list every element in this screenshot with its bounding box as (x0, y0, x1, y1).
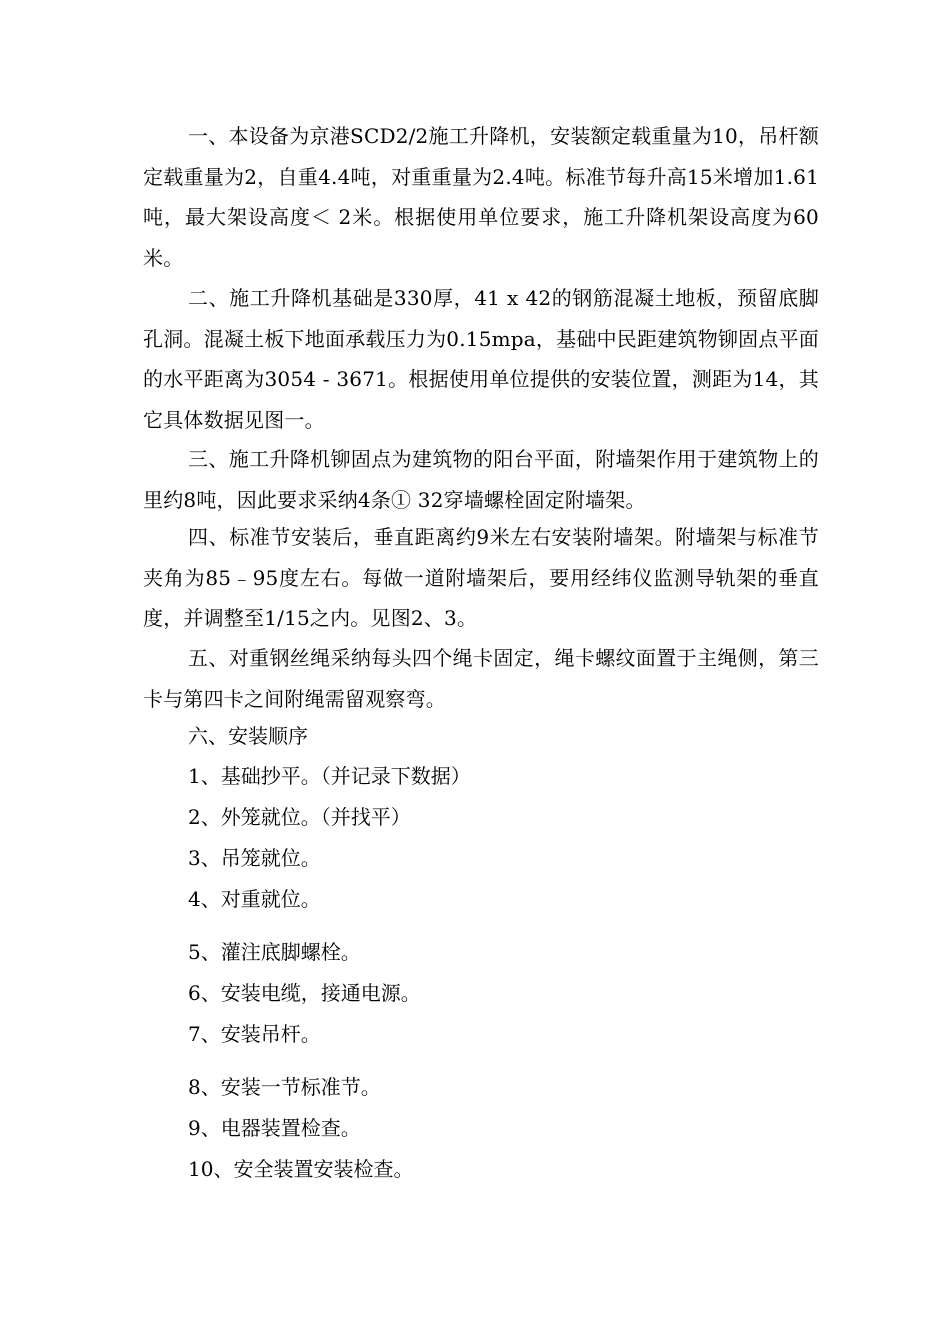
paragraph-1: 一、本设备为京港SCD2/2施工升降机，安装额定载重量为10，吊杆额定载重量为2，自重4.4吨，对重重量为2.4吨。标准节每升高15米增加1.61吨，最大架设高度＜ 2米。根据使用单位要求，施工升降机架设高度为60米。 (143, 124, 819, 270)
list-item-step-4: 4、对重就位。 (188, 887, 321, 911)
list-item-step-5: 5、灌注底脚螺栓。 (188, 940, 361, 964)
paragraph-3: 三、施工升降机铆固点为建筑物的阳台平面，附墙架作用于建筑物上的里约8吨，因此要求采纳4条① 32穿墙螺栓固定附墙架。 (143, 447, 819, 512)
list-item-step-9: 9、电器装置检查。 (188, 1116, 361, 1140)
list-item-step-8: 8、安装一节标准节。 (188, 1075, 381, 1099)
list-item-step-7: 7、安装吊杆。 (188, 1022, 321, 1046)
paragraph-5: 五、对重钢丝绳采纳每头四个绳卡固定，绳卡螺纹面置于主绳侧，第三卡与第四卡之间附绳需留观察弯。 (143, 646, 819, 711)
list-item-step-1: 1、基础抄平。（并记录下数据） (188, 764, 471, 788)
list-item-step-2: 2、外笼就位。（并找平） (188, 805, 411, 829)
list-item-step-6: 6、安装电缆，接通电源。 (188, 981, 421, 1005)
paragraph-2: 二、施工升降机基础是330厚，41 x 42的钢筋混凝土地板，预留底脚孔洞。混凝土板下地面承载压力为0.15mpa，基础中民距建筑物铆固点平面的水平距离为3054 - 3671。根据使用单位提供的安装位置，测距为14，其它具体数据见图一。 (143, 286, 819, 432)
list-item-step-10: 10、安全装置安装检查。 (188, 1157, 414, 1181)
paragraph-4: 四、标准节安装后，垂直距离约9米左右安装附墙架。附墙架与标准节夹角为85﹣95度左右。每做一道附墙架后，要用经纬仪监测导轨架的垂直度，并调整至1/15之内。见图2、3。 (143, 525, 819, 630)
list-item-step-3: 3、吊笼就位。 (188, 846, 321, 870)
section-heading: 六、安装顺序 (188, 724, 308, 748)
